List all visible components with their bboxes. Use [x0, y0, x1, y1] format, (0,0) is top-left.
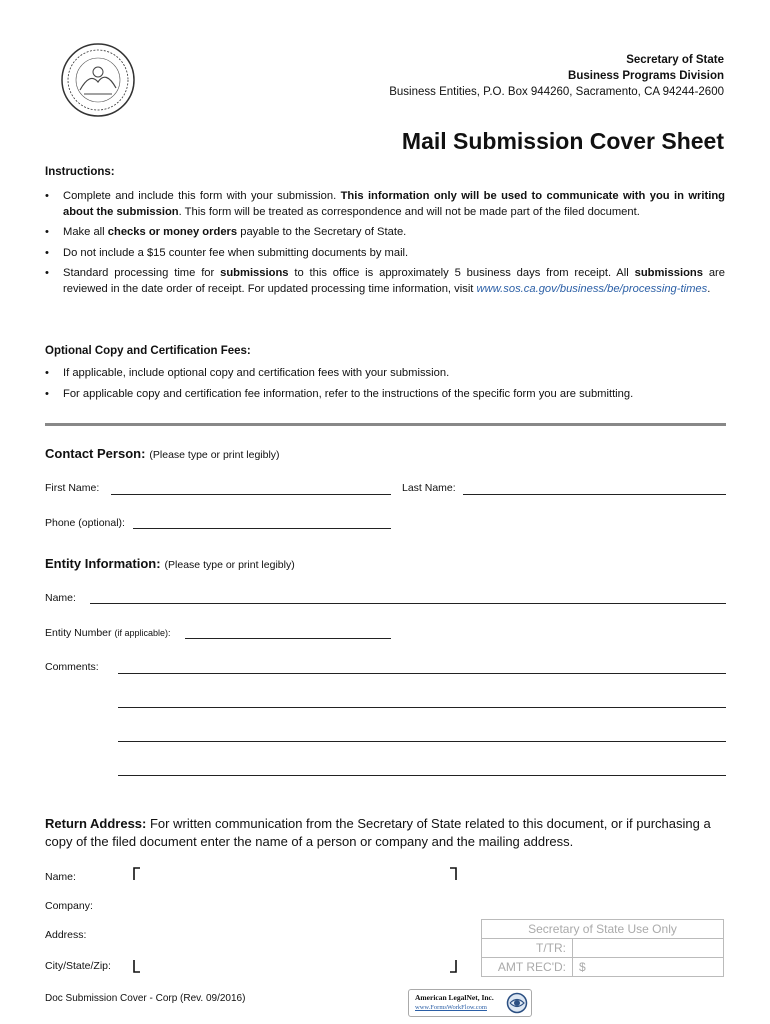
last-name-label: Last Name: [402, 482, 456, 494]
vendor-logo [408, 989, 532, 1017]
fees-list [45, 366, 725, 407]
entity-number-label [45, 627, 170, 639]
division-name: Business Programs Division [568, 70, 724, 82]
vendor-name: American LegalNet, Inc. [415, 993, 494, 1002]
page-title: Mail Submission Cover Sheet [401, 128, 724, 154]
ttr-field [573, 939, 724, 958]
last-name-field[interactable] [463, 494, 726, 495]
text: payable to the Secretary of State. [237, 226, 407, 238]
return-address-box[interactable] [130, 866, 460, 974]
text: Standard processing time for [63, 267, 221, 279]
text-bold: submissions [220, 267, 289, 279]
list-item [45, 387, 725, 403]
entity-number-text: Entity Number [45, 627, 112, 639]
section-divider [45, 423, 726, 426]
return-address-label: Address: [45, 929, 87, 941]
list-item [45, 266, 725, 297]
phone-label: Phone (optional): [45, 517, 125, 529]
entity-name-field[interactable] [90, 603, 726, 604]
office-use-title: Secretary of State Use Only [482, 920, 724, 939]
ttr-label: T/TR: [482, 939, 573, 958]
entity-heading [45, 556, 295, 571]
text-bold: This information only will be used to communicate with you in writing about the submission [63, 190, 726, 218]
list-item [45, 366, 725, 382]
fees-heading: Optional Copy and Certification Fees: [45, 345, 251, 357]
entity-subheading: (Please type or print legibly) [164, 559, 295, 571]
comments-line-4[interactable] [118, 775, 726, 776]
comments-label: Comments: [45, 661, 99, 673]
entity-number-sub: (if applicable): [114, 628, 171, 638]
vendor-url[interactable]: www.FormsWorkFlow.com [415, 1004, 487, 1011]
first-name-field[interactable] [111, 494, 391, 495]
return-text: For written communication from the Secretary of State related to this document, or if purchasing a copy of the filed document enter the name of a person or company and the mailing address. [45, 816, 711, 849]
text: Do not include a $15 counter fee when submitting documents by mail. [63, 246, 409, 259]
return-heading: Return Address: [45, 816, 147, 831]
entity-number-field[interactable] [185, 638, 391, 639]
contact-subheading: (Please type or print legibly) [149, 449, 280, 461]
agency-address: Business Entities, P.O. Box 944260, Sacramento, CA 94244-2600 [389, 86, 724, 98]
contact-heading-label: Contact Person: [45, 446, 146, 461]
list-item [45, 225, 725, 241]
agency-name: Secretary of State [626, 54, 724, 66]
entity-heading-label: Entity Information: [45, 556, 161, 571]
text: to this office is approximately 5 business days from receipt. All [288, 267, 635, 279]
instructions-heading: Instructions: [45, 166, 115, 178]
return-address-intro [45, 815, 725, 851]
amt-received-field: $ [573, 958, 724, 977]
first-name-label: First Name: [45, 482, 100, 494]
state-seal-icon [60, 42, 136, 118]
office-use-table [481, 919, 724, 977]
list-item [45, 246, 725, 262]
comments-line-1[interactable] [118, 673, 726, 674]
text: Make all [63, 226, 108, 238]
text: If applicable, include optional copy and certification fees with your submission. [63, 367, 450, 379]
instructions-list [45, 189, 725, 302]
amt-received-label: AMT REC'D: [482, 958, 573, 977]
comments-line-2[interactable] [118, 707, 726, 708]
phone-field[interactable] [133, 528, 391, 529]
globe-icon [506, 992, 528, 1014]
contact-heading [45, 446, 280, 461]
text: Complete and include this form with your submission. [63, 190, 341, 202]
return-city-label: City/State/Zip: [45, 960, 111, 972]
text: For applicable copy and certification fee information, refer to the instructions of the specific form you are submitting. [63, 387, 634, 400]
text-bold: checks or money orders [107, 226, 238, 238]
return-name-label: Name: [45, 871, 76, 883]
text: . This form will be treated as correspondence and will not be made part of the filed document. [178, 205, 640, 218]
form-id: Doc Submission Cover - Corp (Rev. 09/2016) [45, 993, 246, 1004]
text-bold: submissions [634, 267, 703, 279]
processing-times-link[interactable]: www.sos.ca.gov/business/be/processing-times [476, 282, 708, 295]
text: are reviewed in the date order of receipt. For updated processing time information, visit [63, 267, 726, 295]
entity-name-label: Name: [45, 592, 76, 604]
text: . [707, 282, 711, 295]
agency-header [389, 52, 724, 100]
return-company-label: Company: [45, 900, 93, 912]
comments-line-3[interactable] [118, 741, 726, 742]
list-item [45, 189, 725, 220]
